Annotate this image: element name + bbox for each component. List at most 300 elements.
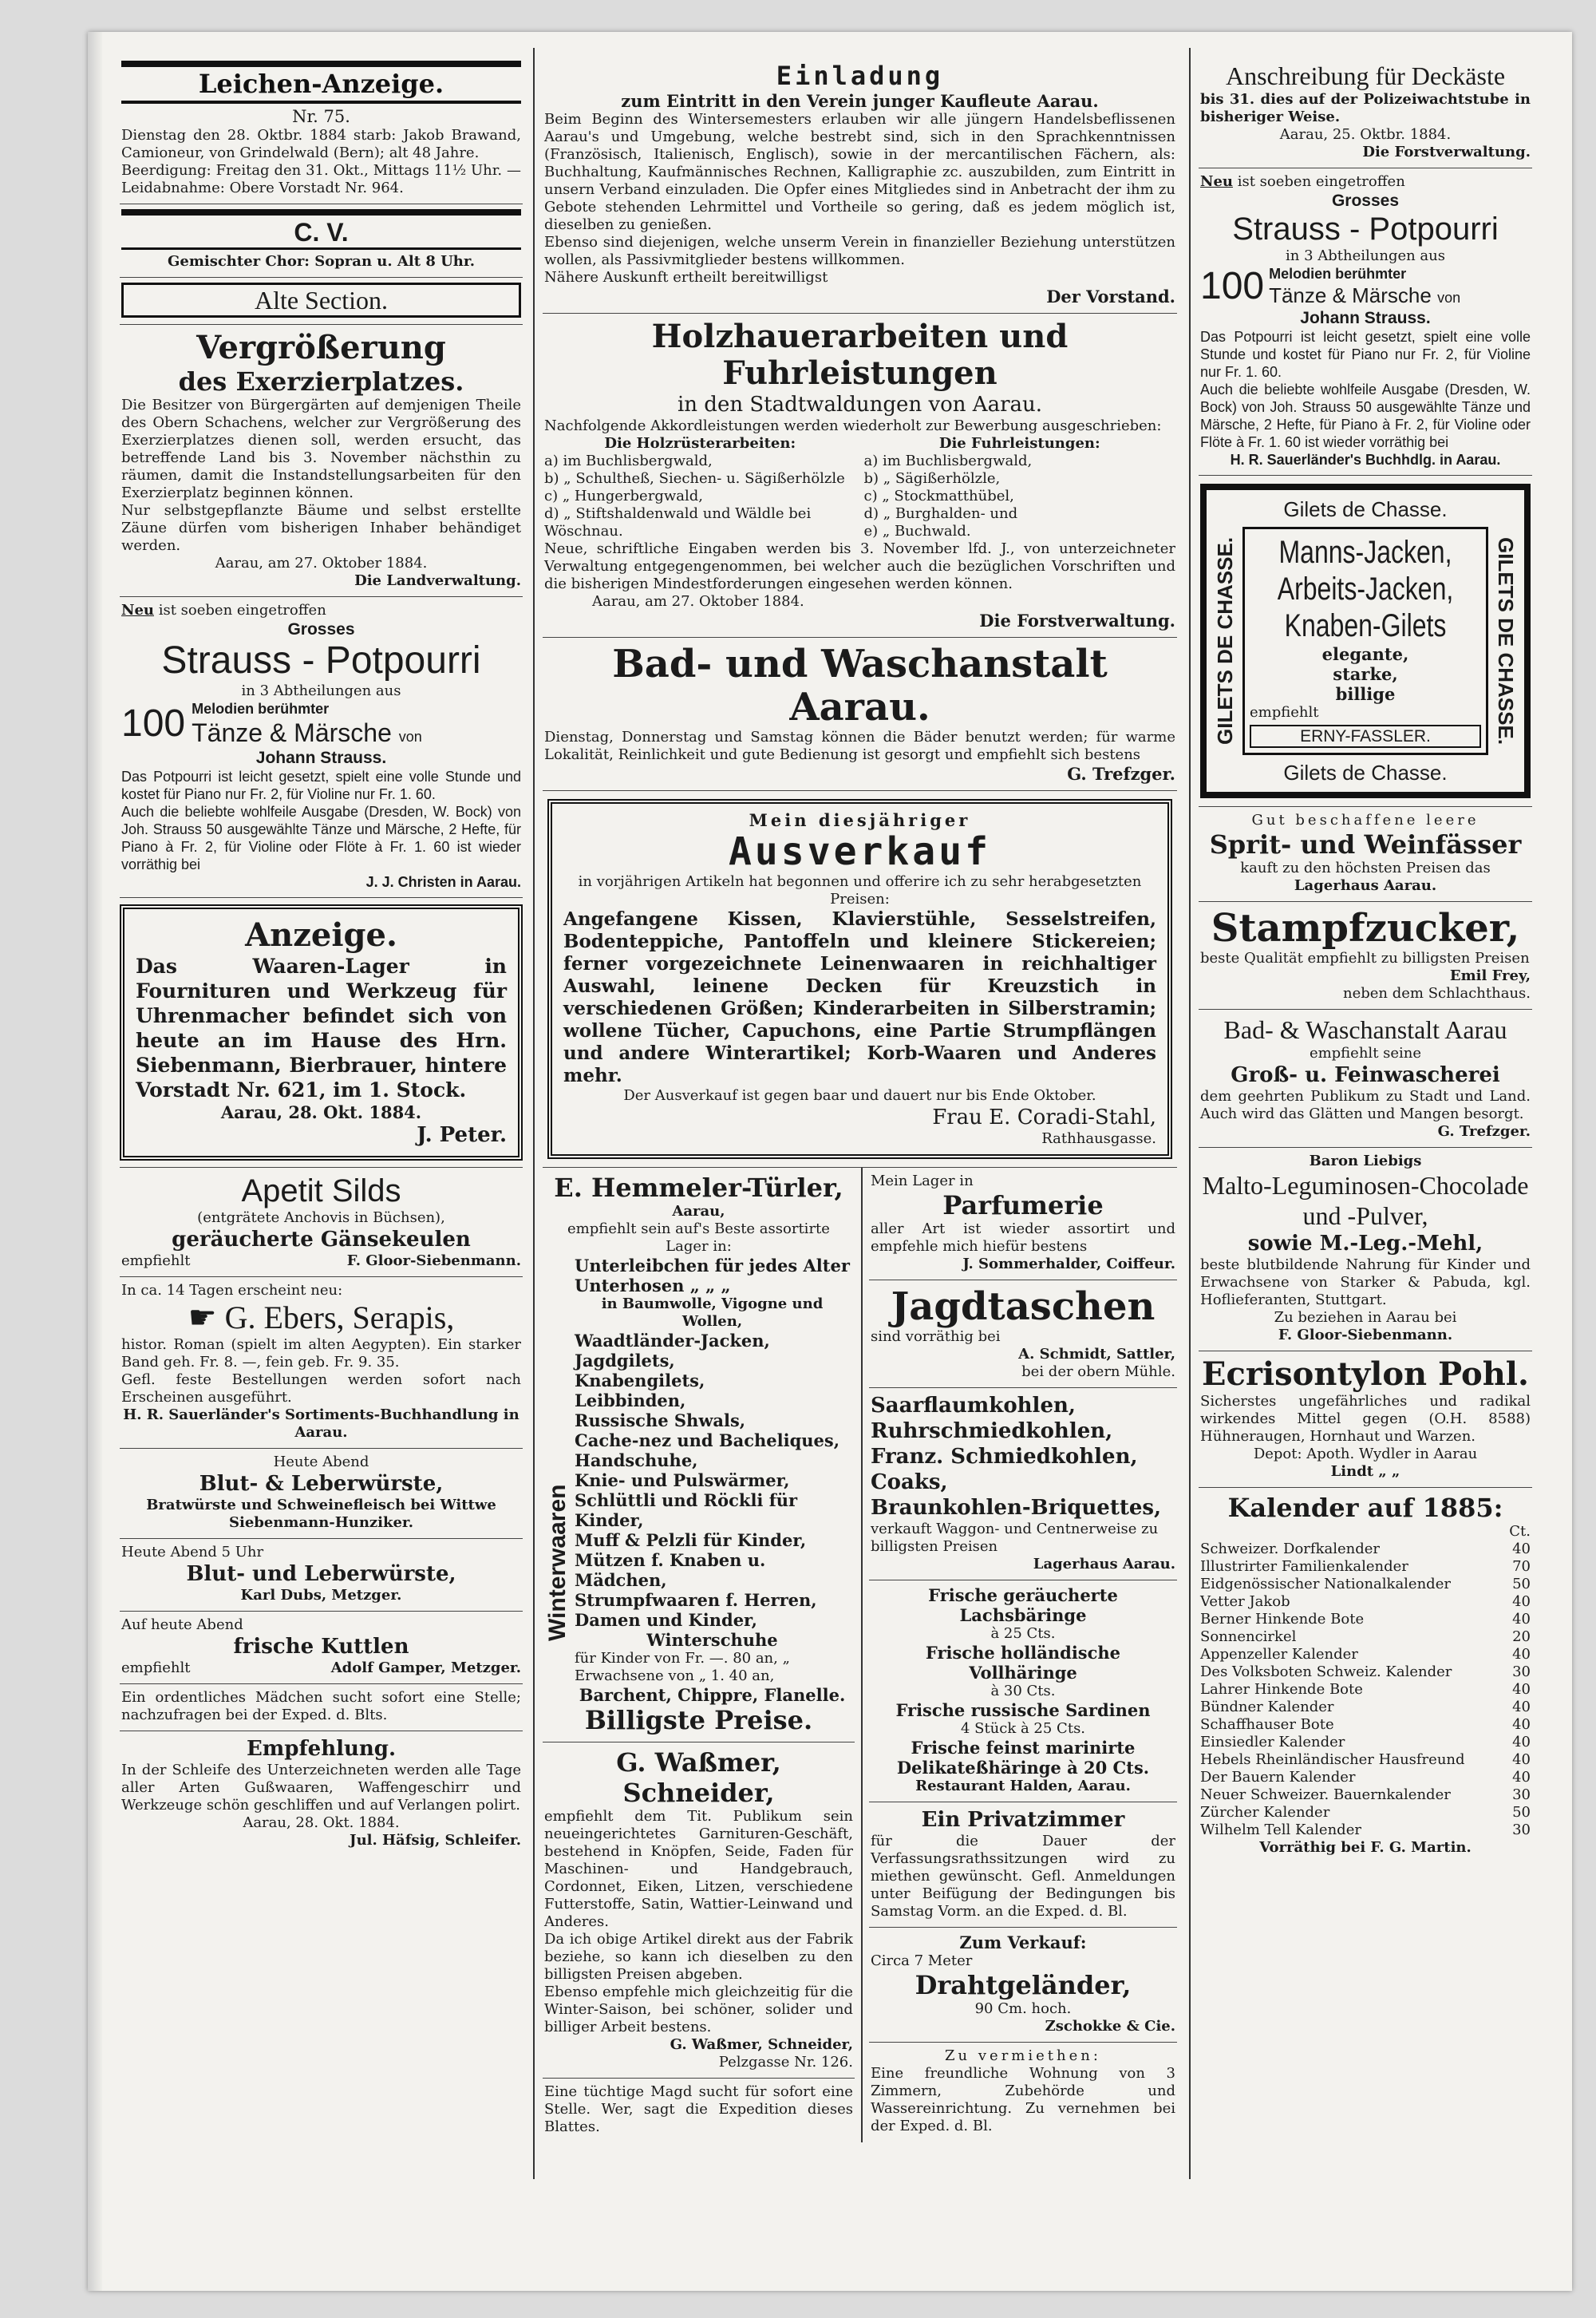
holz-text: Neue, schriftliche Eingaben werden bis 3. November lfd. J., von unterzeichneter Verwaltung entgegengenommen, bei welcher auch die bezüglichen Vorschriften und die bisherigen Mindestforderungen eingesehen werden können. xyxy=(544,540,1175,592)
fass-sign: Lagerhaus Aarau. xyxy=(1294,877,1437,894)
holz-right-2: c) „ Stockmatthübel, xyxy=(863,488,1014,504)
kalender-item-name: Lahrer Hinkende Bote xyxy=(1200,1681,1363,1698)
ecriso-title: Ecrisontylon Pohl. xyxy=(1202,1355,1529,1393)
holz-right-3: d) „ Burghalden- und xyxy=(863,505,1018,522)
kalender-item-name: Neuer Schweizer. Bauernkalender xyxy=(1200,1786,1451,1803)
kalender-item xyxy=(1200,1628,1531,1646)
strauss2-num: 100 xyxy=(1200,265,1265,307)
ad-cv xyxy=(120,204,523,278)
fass-intro: Gut beschaffene leere xyxy=(1251,812,1479,829)
vergroesserung-date: Aarau, am 27. Oktober 1884. xyxy=(215,555,428,572)
anzeige-text: Das Waaren-Lager in Fournituren und Werkzeug für Uhrenmacher befindet sich von heute an im Hause des Hrn. Siebenmann, Bierbrauer, hintere Vorstadt Nr. 621, im 1. Stock. xyxy=(136,955,507,1102)
kalender-item-price: 20 xyxy=(1512,1628,1531,1645)
kalender-item xyxy=(1200,1611,1531,1628)
fische-l4: Frische feinst marinirte Delikateßhäringe à 20 Cts. xyxy=(896,1738,1150,1778)
strauss2-von: von xyxy=(1437,290,1461,306)
ad-alte-section xyxy=(120,278,523,325)
strauss2-neu: Neu xyxy=(1200,173,1233,190)
ad-bad xyxy=(543,638,1177,791)
kalender-item xyxy=(1200,1576,1531,1593)
malto-intro: Baron Liebigs xyxy=(1309,1153,1422,1169)
kalender-item-name: Einsiedler Kalender xyxy=(1200,1734,1345,1750)
strauss2-abth: in 3 Abtheilungen aus xyxy=(1286,247,1445,264)
anzeige-title: Anzeige. xyxy=(245,916,397,954)
leichen-title: Leichen-Anzeige. xyxy=(121,61,521,104)
hemmeler-item-10: Knie- und Pulswärmer, xyxy=(575,1470,790,1490)
strauss2-text2: Auch die beliebte wohlfeile Ausgabe (Dresden, W. Bock) von Joh. Strauss 50 ausgewählte Tänze und Märsche, 2 Hefte, für Piano à Fr. 2, für Violine oder Flöte à Fr. 1. 60 ist wieder vorräthig bei xyxy=(1200,382,1531,450)
ad-einladung xyxy=(543,56,1177,314)
ad-apetit-silds xyxy=(120,1168,523,1277)
ausverkauf-items: Angefangene Kissen, Klavierstühle, Sesselstreifen, Bodenteppiche, Pantoffeln und kleinere Stickereien; ferner vorgezeichnete Leinenwaaren in reichhaltiger Auswahl, leinene Decken für Kreuzstich in verschiedenen Größen; Kinderarbeiten in Silberstramin; wollene Tücher, Capuchons, eine Partie Strumpflängen und andere Winterartikel; Korb-Waaren und Anderes mehr. xyxy=(563,908,1156,1086)
ad-magd: Eine tüchtige Magd sucht für sofort eine Stelle. Wer, sagt die Expedition dieses Blattes. xyxy=(544,2083,853,2135)
kalender-item-name: Der Bauern Kalender xyxy=(1200,1769,1356,1786)
cv-text: Gemischter Chor: Sopran u. Alt 8 Uhr. xyxy=(121,247,521,271)
ad-leichen-anzeige xyxy=(120,56,523,204)
kohlen-item-4: Braunkohlen-Briquettes, xyxy=(870,1496,1162,1520)
bad-text: Dienstag, Donnerstag und Samstag können die Bäder benutzt werden; für warme Lokalität, Reinlichkeit und gute Bedienung ist gesorgt und empfiehlt sich bestens xyxy=(544,729,1175,763)
gilets-a2: starke, xyxy=(1333,664,1398,684)
holz-sign: Die Forstverwaltung. xyxy=(979,611,1175,631)
apetit-empf: empfiehlt xyxy=(121,1252,191,1269)
jagd-sign2: bei der obern Mühle. xyxy=(1021,1363,1175,1380)
ad-fass xyxy=(1199,807,1532,902)
malto-text2: Zu beziehen in Aarau bei xyxy=(1274,1309,1457,1326)
kalender-item xyxy=(1200,1734,1531,1751)
vergroesserung-sign: Die Landverwaltung. xyxy=(354,572,521,589)
strauss-neu: Neu xyxy=(121,602,154,619)
kohlen-text: verkauft Waggon- und Centnerweise zu billigsten Preisen xyxy=(870,1521,1159,1555)
ad-privatzimmer xyxy=(869,1802,1177,1928)
hemmeler-item-6: Leibbinden, xyxy=(575,1390,686,1410)
strauss-taenze: Tänze & Märsche xyxy=(192,718,392,747)
holz-right-0: a) im Buchlisbergwald, xyxy=(863,453,1033,469)
empfehlung-title: Empfehlung. xyxy=(246,1737,397,1761)
strauss-num: 100 xyxy=(121,702,186,745)
kalender-item-name: Eidgenössischer Nationalkalender xyxy=(1200,1576,1451,1592)
wassmer-text: empfiehlt dem Tit. Publikum sein neueingerichtetes Garnituren-Geschäft, bestehend in Knöpfen, Seide, Faden für Maschinen- und Handgebrauch, Cordonnet, Eiken, Litzen, verschiedene Futterstoffe, Satin, Wattier-Leinwand und Anderes. xyxy=(544,1808,853,1930)
parfumerie-sign: J. Sommerhalder, Coiffeur. xyxy=(962,1256,1175,1272)
hemmeler-item-14: Strumpfwaaren f. Herren, Damen und Kinder, xyxy=(575,1590,817,1630)
hemmeler-item-16: für Kinder von Fr. —. 80 an, „ Erwachsene von „ 1. 40 an, xyxy=(575,1650,790,1684)
ad-empfehlung xyxy=(120,1731,523,1856)
ad-fische xyxy=(869,1580,1177,1802)
kalender-item xyxy=(1200,1681,1531,1699)
strauss-neu-rest: ist soeben eingetroffen xyxy=(158,602,326,619)
column-middle xyxy=(543,56,1177,2142)
pointing-hand-icon: ☛ xyxy=(188,1299,217,1335)
ad-kohlen xyxy=(869,1388,1177,1580)
fische-p3: 4 Stück à 25 Cts. xyxy=(960,1720,1086,1737)
strauss-von: von xyxy=(398,729,422,745)
column-rule-1 xyxy=(533,48,535,2179)
ad-wohnung xyxy=(869,2043,1177,2142)
stampf-sign: Emil Frey, xyxy=(1449,967,1531,984)
holz-left-list xyxy=(544,435,856,540)
kalender-item-name: Sonnencirkel xyxy=(1200,1628,1297,1645)
kalender-item-price: 40 xyxy=(1512,1716,1531,1733)
hemmeler-item-0: Unterleibchen für jedes Alter xyxy=(575,1256,850,1276)
kalender-item xyxy=(1200,1786,1531,1804)
malto-title2: sowie M.-Leg.-Mehl, xyxy=(1247,1232,1483,1256)
einladung-sign: Der Vorstand. xyxy=(1046,287,1175,307)
strauss2-johann: Johann Strauss. xyxy=(1300,309,1431,327)
wassmer-text3: Ebenso empfehle mich gleichzeitig für die Winter-Saison, bei schöner, solider und billiger Arbeit bestens. xyxy=(544,1984,853,2035)
ausverkauf-sign: Frau E. Coradi-Stahl, xyxy=(932,1106,1156,1129)
ebers-text2: Gefl. feste Bestellungen werden sofort nach Erscheinen ausgeführt. xyxy=(121,1371,521,1406)
kalender-list xyxy=(1200,1541,1531,1839)
vergroesserung-title: Vergrößerung xyxy=(196,329,446,366)
blut1-text: Bratwürste und Schweinefleisch bei Wittwe Siebenmann-Hunziker. xyxy=(146,1497,496,1531)
ebers-sign: H. R. Sauerländer's Sortiments-Buchhandlung in Aarau. xyxy=(123,1406,519,1441)
fische-l2: Frische holländische Vollhäringe xyxy=(925,1643,1121,1683)
zimmer-text: für die Dauer der Verfassungsrathssitzungen wird zu miethen gewünscht. Gefl. Anmeldungen unter Beifügung der Bedingungen bis Samstag Vorm. an die Exped. d. Bl. xyxy=(870,1833,1175,1920)
kalender-sign: Vorräthig bei F. G. Martin. xyxy=(1259,1839,1472,1856)
strauss2-grosses: Grosses xyxy=(1331,192,1400,210)
ecriso-sign: Lindt „ „ xyxy=(1330,1463,1400,1480)
kalender-item-price: 40 xyxy=(1512,1541,1531,1557)
fische-p2: à 30 Cts. xyxy=(990,1683,1056,1699)
wohnung-intro: Zu vermiethen: xyxy=(945,2047,1101,2064)
kuttlen-sign: Adolf Gamper, Metzger. xyxy=(330,1659,521,1676)
ad-draht xyxy=(869,1928,1177,2043)
empfehlung-date: Aarau, 28. Okt. 1884. xyxy=(243,1814,400,1831)
ad-holz xyxy=(543,314,1177,638)
kalender-item-price: 40 xyxy=(1512,1646,1531,1663)
kalender-item-name: Bündner Kalender xyxy=(1200,1699,1334,1715)
kohlen-sign: Lagerhaus Aarau. xyxy=(1033,1556,1175,1572)
bad2-title2: Groß- u. Feinwascherei xyxy=(1231,1063,1500,1087)
strauss-text: Das Potpourri ist leicht gesetzt, spielt eine volle Stunde und kostet für Piano nur Fr. 2, für Violine nur Fr. 1. 60. xyxy=(121,769,521,802)
apetit-sign: F. Gloor-Siebenmann. xyxy=(346,1252,521,1269)
ecriso-depot: Depot: Apoth. Wydler in Aarau xyxy=(1253,1446,1478,1462)
malto-sign: F. Gloor-Siebenmann. xyxy=(1278,1327,1453,1343)
stampf-title: Stampfzucker, xyxy=(1211,906,1520,951)
leichen-nr: Nr. 75. xyxy=(292,107,350,126)
holz-intro: Nachfolgende Akkordleistungen werden wiederholt zur Bewerbung ausgeschrieben: xyxy=(544,417,1162,434)
hemmeler-item-13: Mützen f. Knaben u. Mädchen, xyxy=(575,1550,766,1590)
gilets-side-right: GILETS DE CHASSE. xyxy=(1494,536,1518,746)
holz-right-4: e) „ Buchwald. xyxy=(863,523,971,540)
kalender-item xyxy=(1200,1822,1531,1839)
ad-malto xyxy=(1199,1148,1532,1351)
kalender-item-name: Appenzeller Kalender xyxy=(1200,1646,1358,1663)
kalender-item-name: Wilhelm Tell Kalender xyxy=(1200,1822,1361,1838)
ad-ebers xyxy=(120,1277,523,1449)
fass-text: kauft zu den höchsten Preisen das xyxy=(1240,860,1491,876)
kalender-item-name: Vetter Jakob xyxy=(1200,1593,1290,1610)
middle-lower-left xyxy=(543,1168,863,2142)
anzeige-date: Aarau, 28. Okt. 1884. xyxy=(220,1102,422,1122)
empfehlung-sign: Jul. Häfsig, Schleifer. xyxy=(350,1832,521,1849)
einladung-sub: zum Eintritt in den Verein junger Kaufleute Aarau. xyxy=(621,91,1099,111)
einladung-text2: Ebenso sind diejenigen, welche unserm Verein in finanzieller Beziehung unterstützen wollen, als Passivmitglieder bestens willkommen. xyxy=(544,234,1175,268)
ebers-title: G. Ebers, Serapis, xyxy=(224,1299,455,1335)
hemmeler-item-1: Unterhosen „ „ „ xyxy=(575,1276,731,1295)
hemmeler-item-12: Muff & Pelzli für Kinder, xyxy=(575,1530,807,1550)
strauss-sign: J. J. Christen in Aarau. xyxy=(365,874,521,890)
draht-circa: Circa 7 Meter xyxy=(870,1952,973,1969)
einladung-text: Beim Beginn des Wintersemesters erlauben wir alle jüngern Handelsbeflissenen Aarau's und Umgebung, welche bestrebt sind, sich in den Sprachkenntnissen (Französisch, Italienisch, Englisch), sowie in der mercantilischen Fächern, als: Buchhaltung, Kaufmännisches Rechnen, Kalligraphie zc. auszubilden, zum Eintritt in unsern Verband einzuladen. Die Opfer eines Mitgliedes sind in Anbetracht der ihm zu Gebote stehenden Lehrmittel und Vortheile so gering, daß es jedem möglich ist, dieselben zu genießen. xyxy=(544,111,1175,233)
kohlen-item-1: Ruhrschmiedkohlen, xyxy=(870,1419,1113,1443)
kalender-item xyxy=(1200,1541,1531,1558)
ad-maedchen: Ein ordentliches Mädchen sucht sofort eine Stelle; nachzufragen bei der Exped. d. Blts. xyxy=(120,1684,523,1731)
deckaeste-date: Aarau, 25. Oktbr. 1884. xyxy=(1279,126,1452,143)
vergroesserung-text: Die Besitzer von Bürgergärten auf demjenigen Theile des Obern Schachens, welcher zur Vergrößerung des Exerzierplatzes dienen soll, werden ersucht, das betreffende Land bis 3. November nächsthin zu räumen, damit die Instandstellungsarbeiten für den Exerzierplatz beginnen können. xyxy=(121,397,521,501)
kalender-item xyxy=(1200,1716,1531,1734)
empfehlung-text: In der Schleife des Unterzeichneten werden alle Tage aller Arten Gußwaaren, Waffengeschirr und Werkzeuge schön geschliffen und auf Verlangen polirt. xyxy=(121,1762,521,1814)
gilets-l1: Manns-Jacken, xyxy=(1278,535,1452,570)
draht-intro: Zum Verkauf: xyxy=(959,1932,1087,1952)
kalender-item-price: 40 xyxy=(1512,1593,1531,1610)
kalender-item-price: 40 xyxy=(1512,1699,1531,1715)
column-rule-2 xyxy=(1189,48,1191,2179)
kalender-item-name: Illustrirter Familienkalender xyxy=(1200,1558,1408,1575)
ad-strauss-left xyxy=(120,597,523,898)
ad-stampfzucker xyxy=(1199,902,1532,1010)
hemmeler-footer: Billigste Preise. xyxy=(584,1705,813,1735)
leichen-burial: Beerdigung: Freitag den 31. Okt., Mittags 11½ Uhr. — Leidabnahme: Obere Vorstadt Nr. 964. xyxy=(121,162,521,196)
kalender-item-price: 30 xyxy=(1512,1822,1531,1838)
ebers-intro: In ca. 14 Tagen erscheint neu: xyxy=(121,1282,343,1299)
apetit-line: geräucherte Gänsekeulen xyxy=(172,1228,471,1252)
hemmeler-item-15: Winterschuhe xyxy=(646,1630,778,1650)
ausverkauf-text2: Der Ausverkauf ist gegen baar und dauert nur bis Ende Oktober. xyxy=(623,1087,1096,1104)
wohnung-text: Eine freundliche Wohnung von 3 Zimmern, Zubehörde und Wassereinrichtung. Zu vernehmen bei der Exped. d. Bl. xyxy=(870,2065,1175,2134)
hemmeler-place: Aarau, xyxy=(672,1203,725,1220)
ad-gilets xyxy=(1199,476,1532,807)
kalender-item xyxy=(1200,1593,1531,1611)
gilets-sign: ERNY-FASSLER. xyxy=(1250,725,1481,748)
parfumerie-intro: Mein Lager in xyxy=(870,1173,974,1189)
holz-left-2: c) „ Hungerbergwald, xyxy=(544,488,703,504)
ad-anzeige xyxy=(120,898,523,1168)
hemmeler-vert-left: Winterwaaren xyxy=(544,1484,571,1641)
hemmeler-text: empfiehlt sein auf's Beste assortirte Lager in: xyxy=(567,1220,830,1255)
kalender-item xyxy=(1200,1663,1531,1681)
ausverkauf-title: Ausverkauf xyxy=(729,829,991,874)
bad-title: Bad- und Waschanstalt Aarau. xyxy=(612,642,1108,730)
gilets-empf: empfiehlt xyxy=(1250,704,1319,721)
kalender-item-name: Hebels Rheinländischer Hausfreund xyxy=(1200,1751,1465,1768)
draht-title: Drahtgeländer, xyxy=(915,1970,1132,2000)
kalender-item-price: 70 xyxy=(1512,1558,1531,1575)
hemmeler-item-3: Waadtländer-Jacken, xyxy=(575,1331,770,1351)
gilets-a1: elegante, xyxy=(1321,644,1409,664)
hemmeler-item-7: Russische Shwals, xyxy=(575,1410,746,1430)
kalender-item-price: 50 xyxy=(1512,1576,1531,1592)
parfumerie-text: aller Art ist wieder assortirt und empfehle mich hiefür bestens xyxy=(870,1220,1175,1255)
ausverkauf-intro: Mein diesjähriger xyxy=(749,810,971,830)
holz-left-0: a) im Buchlisbergwald, xyxy=(544,453,713,469)
hemmeler-item-4: Jagdgilets, xyxy=(575,1351,675,1371)
gilets-side-left: GILETS DE CHASSE. xyxy=(1213,536,1237,746)
kalender-item xyxy=(1200,1769,1531,1786)
hemmeler-item-17: Barchent, Chippre, Flanelle. xyxy=(579,1685,846,1705)
wassmer-text2: Da ich obige Artikel direkt aus der Fabrik beziehe, so kann ich dieselben zu den billigsten Preisen abgeben. xyxy=(544,1931,853,1983)
ecriso-text: Sicherstes ungefährliches und radikal wirkendes Mittel gegen (O.H. 8588) Hühneraugen, Hornhaut und Warzen. xyxy=(1200,1393,1531,1445)
strauss-abth: in 3 Abtheilungen aus xyxy=(241,682,401,699)
hemmeler-item-8: Cache-nez und Bacheliques, xyxy=(575,1430,840,1450)
hemmeler-item-5: Knabengilets, xyxy=(575,1371,705,1390)
gilets-bottom: Gilets de Chasse. xyxy=(1283,761,1448,785)
holz-right-list xyxy=(864,435,1176,540)
alte-section-title: Alte Section. xyxy=(121,283,521,318)
apetit-sub: (entgrätete Anchovis in Büchsen), xyxy=(197,1209,445,1226)
malto-text: beste blutbildende Nahrung für Kinder und Erwachsene von Starker & Pabuda, kgl. Hoflieferanten, Stuttgart. xyxy=(1200,1256,1531,1308)
kalender-item xyxy=(1200,1751,1531,1769)
blut1-intro: Heute Abend xyxy=(273,1454,369,1470)
jagd-title: Jagdtaschen xyxy=(891,1284,1156,1329)
blut2-title: Blut- und Leberwürste, xyxy=(186,1562,456,1586)
strauss2-neu-rest: ist soeben eingetroffen xyxy=(1237,173,1405,190)
kalender-item-price: 40 xyxy=(1512,1734,1531,1750)
kalender-item-price: 40 xyxy=(1512,1751,1531,1768)
draht-text: 90 Cm. hoch. xyxy=(974,2000,1072,2017)
kuttlen-empf: empfiehlt xyxy=(121,1659,191,1676)
holz-left-3: d) „ Stiftshaldenwald und Wäldle bei Wöschnau. xyxy=(544,505,812,540)
kohlen-item-2: Franz. Schmiedkohlen, xyxy=(870,1445,1138,1469)
ad-vergroesserung xyxy=(120,325,523,597)
holz-right-head: Die Fuhrleistungen: xyxy=(938,435,1100,452)
holz-date: Aarau, am 27. Oktober 1884. xyxy=(592,593,804,610)
hemmeler-item-11: Schlüttli und Röckli für Kinder, xyxy=(575,1490,798,1530)
kalender-item-name: Berner Hinkende Bote xyxy=(1200,1611,1365,1628)
kalender-item xyxy=(1200,1699,1531,1716)
column-left xyxy=(120,56,523,1856)
strauss2-taenze: Tänze & Märsche xyxy=(1269,283,1432,307)
kalender-item-price: 40 xyxy=(1512,1769,1531,1786)
deckaeste-sign: Die Forstverwaltung. xyxy=(1362,144,1531,160)
ad-hemmeler xyxy=(543,1168,855,1742)
vergroesserung-text2: Nur selbstgepflanzte Bäume und selbst erstellte Zäune dürfen vom bisherigen Inhaber behändiget werden. xyxy=(121,502,521,554)
strauss-johann: Johann Strauss. xyxy=(255,749,387,767)
wassmer-sign: G. Waßmer, Schneider, xyxy=(670,2036,853,2053)
hemmeler-item-2: in Baumwolle, Vigogne und Wollen, xyxy=(601,1295,824,1330)
kalender-item-price: 30 xyxy=(1512,1786,1531,1803)
kalender-title: Kalender auf 1885: xyxy=(1227,1493,1503,1523)
ad-jagdtaschen xyxy=(869,1280,1177,1388)
gilets-l3: Knaben-Gilets xyxy=(1284,608,1447,643)
draht-sign: Zschokke & Cie. xyxy=(1045,2018,1175,2035)
gilets-top: Gilets de Chasse. xyxy=(1283,497,1448,521)
ad-bad-2 xyxy=(1199,1010,1532,1148)
zimmer-title: Ein Privatzimmer xyxy=(921,1808,1125,1832)
middle-lower-split xyxy=(543,1168,1177,2142)
holz-sub: in den Stadtwaldungen von Aarau. xyxy=(677,393,1043,417)
ad-strauss-right: Neu ist soeben eingetroffen Grosses Strauss - Potpourri in 3 Abtheilungen aus 100 Melodien berühmter Tänze & Märsche von Johann Strauss. Das Potpourri ist leicht gesetzt, spielt eine volle Stunde und kostet für Piano nur Fr. 2, für Violine nur Fr. 1. 60. Auch die beliebte wohlfeile Ausgabe (Dresden, W. Bock) von Joh. Strauss 50 ausgewählte Tänze und Märsche, 2 Hefte, für Piano à Fr. 2, für Violine oder Flöte à Fr. 1. 60 ist wieder vorräthig bei H. R. Sauerländer's Buchhdlg. in Aarau. xyxy=(1199,168,1532,476)
kalender-item xyxy=(1200,1804,1531,1822)
ad-wassmer xyxy=(543,1742,855,2079)
malto-title: Malto-Leguminosen-Chocolade und -Pulver, xyxy=(1202,1171,1529,1230)
ad-kuttlen xyxy=(120,1612,523,1684)
ad-ecrisontylon xyxy=(1199,1351,1532,1488)
bad2-empf: empfiehlt seine xyxy=(1309,1045,1422,1062)
hemmeler-item-9: Handschuhe, xyxy=(575,1450,698,1470)
holz-right-1: b) „ Sägißerhölzle, xyxy=(863,470,1001,487)
gilets-a3: billige xyxy=(1335,684,1396,704)
middle-lower-right xyxy=(863,1168,1177,2142)
ad-blut-1 xyxy=(120,1449,523,1539)
strauss2-title: Strauss - Potpourri xyxy=(1232,212,1499,247)
kalender-item-price: 40 xyxy=(1512,1681,1531,1698)
anzeige-sign: J. Peter. xyxy=(417,1123,507,1147)
kalender-item-name: Schweizer. Dorfkalender xyxy=(1200,1541,1380,1557)
ausverkauf-sign2: Rathhausgasse. xyxy=(1041,1130,1156,1147)
bad2-text: dem geehrten Publikum zu Stadt und Land. Auch wird das Glätten und Mangen besorgt. xyxy=(1200,1088,1531,1122)
blut1-title: Blut- & Leberwürste, xyxy=(199,1472,444,1496)
strauss-text2: Auch die beliebte wohlfeile Ausgabe (Dresden, W. Bock) von Joh. Strauss 50 ausgewählte Tänze und Märsche, 2 Hefte, für Piano à Fr. 2, für Violine oder Flöte à Fr. 1. 60 ist wieder vorräthig bei xyxy=(121,804,521,872)
blut2-intro: Heute Abend 5 Uhr xyxy=(121,1544,264,1560)
stampf-sign2: neben dem Schlachthaus. xyxy=(1343,985,1531,1002)
kalender-item xyxy=(1200,1558,1531,1576)
wassmer-sign2: Pelzgasse Nr. 126. xyxy=(718,2054,853,2071)
kalender-unit: Ct. xyxy=(1509,1523,1531,1540)
ad-kalender xyxy=(1199,1488,1532,1863)
column-right xyxy=(1199,56,1532,1863)
bad-sign: G. Trefzger. xyxy=(1067,764,1175,784)
kalender-item-price: 40 xyxy=(1512,1611,1531,1628)
vergroesserung-subtitle: des Exerzierplatzes. xyxy=(178,366,464,397)
holz-left-1: b) „ Schultheß, Siechen- u. Sägißerhölzle xyxy=(544,470,845,487)
fass-title: Sprit- und Weinfässer xyxy=(1209,829,1522,860)
leichen-text: Dienstag den 28. Oktbr. 1884 starb: Jakob Brawand, Camioneur, von Grindelwald (Bern); alt 48 Jahre. xyxy=(121,127,521,161)
strauss-title: Strauss - Potpourri xyxy=(161,639,481,682)
holz-title: Holzhauerarbeiten und Fuhrleistungen xyxy=(651,318,1069,392)
apetit-title: Apetit Silds xyxy=(241,1173,401,1208)
ad-parfumerie xyxy=(869,1168,1177,1280)
ausverkauf-text: in vorjährigen Artikeln hat begonnen und offerire ich zu sehr herabgesetzten Preisen: xyxy=(578,873,1142,908)
fische-p1: à 25 Cts. xyxy=(990,1625,1056,1642)
kalender-item-price: 50 xyxy=(1512,1804,1531,1821)
strauss2-melodien: Melodien berühmter xyxy=(1269,266,1407,282)
ad-ausverkauf xyxy=(543,791,1177,1168)
parfumerie-title: Parfumerie xyxy=(942,1190,1104,1220)
kuttlen-title: frische Kuttlen xyxy=(233,1635,409,1659)
einladung-title: Einladung xyxy=(776,61,944,91)
kalender-item-name: Des Volksboten Schweiz. Kalender xyxy=(1200,1663,1452,1680)
strauss2-text: Das Potpourri ist leicht gesetzt, spielt eine volle Stunde und kostet für Piano nur Fr. 2, für Violine nur Fr. 1. 60. xyxy=(1200,329,1531,380)
kalender-item-name: Zürcher Kalender xyxy=(1200,1804,1330,1821)
deckaeste-text: bis 31. dies auf der Polizeiwachtstube in bisheriger Weise. xyxy=(1200,91,1531,125)
hemmeler-title: E. Hemmeler-Türler, xyxy=(554,1173,843,1203)
gilets-l2: Arbeits-Jacken, xyxy=(1277,572,1454,607)
jagd-sign: A. Schmidt, Sattler, xyxy=(1018,1346,1175,1363)
wassmer-title: G. Waßmer, Schneider, xyxy=(616,1747,781,1808)
ebers-text: histor. Roman (spielt im alten Aegypten). Ein starker Band geh. Fr. 8. —, fein geb. Fr. 9. 35. xyxy=(121,1336,521,1371)
stampf-text: beste Qualität empfiehlt zu billigsten Preisen xyxy=(1200,950,1530,967)
ad-deckaeste xyxy=(1199,56,1532,168)
kohlen-item-0: Saarflaumkohlen, xyxy=(870,1394,1076,1418)
fische-l1: Frische geräucherte Lachsbäringe xyxy=(928,1585,1118,1625)
strauss-melodien: Melodien berühmter xyxy=(192,701,330,717)
kalender-item-name: Schaffhauser Bote xyxy=(1200,1716,1334,1733)
fische-sign: Restaurant Halden, Aarau. xyxy=(915,1778,1131,1794)
kohlen-item-3: Coaks, xyxy=(870,1470,948,1494)
bad2-title: Bad- & Waschanstalt Aarau xyxy=(1223,1015,1507,1044)
deckaeste-title: Anschreibung für Deckäste xyxy=(1225,61,1506,90)
kalender-item-price: 30 xyxy=(1512,1663,1531,1680)
holz-left-head: Die Holzrüsterarbeiten: xyxy=(604,435,796,452)
ad-blut-2 xyxy=(120,1539,523,1612)
kalender-item xyxy=(1200,1646,1531,1663)
kuttlen-intro: Auf heute Abend xyxy=(121,1616,243,1633)
bad2-sign: G. Trefzger. xyxy=(1437,1123,1531,1140)
jagd-text: sind vorräthig bei xyxy=(870,1328,1001,1345)
strauss-grosses: Grosses xyxy=(287,620,355,639)
einladung-text3: Nähere Auskunft ertheilt bereitwilligst xyxy=(544,269,828,286)
cv-title: C. V. xyxy=(121,209,521,247)
page-fold-shadow xyxy=(88,32,102,2291)
